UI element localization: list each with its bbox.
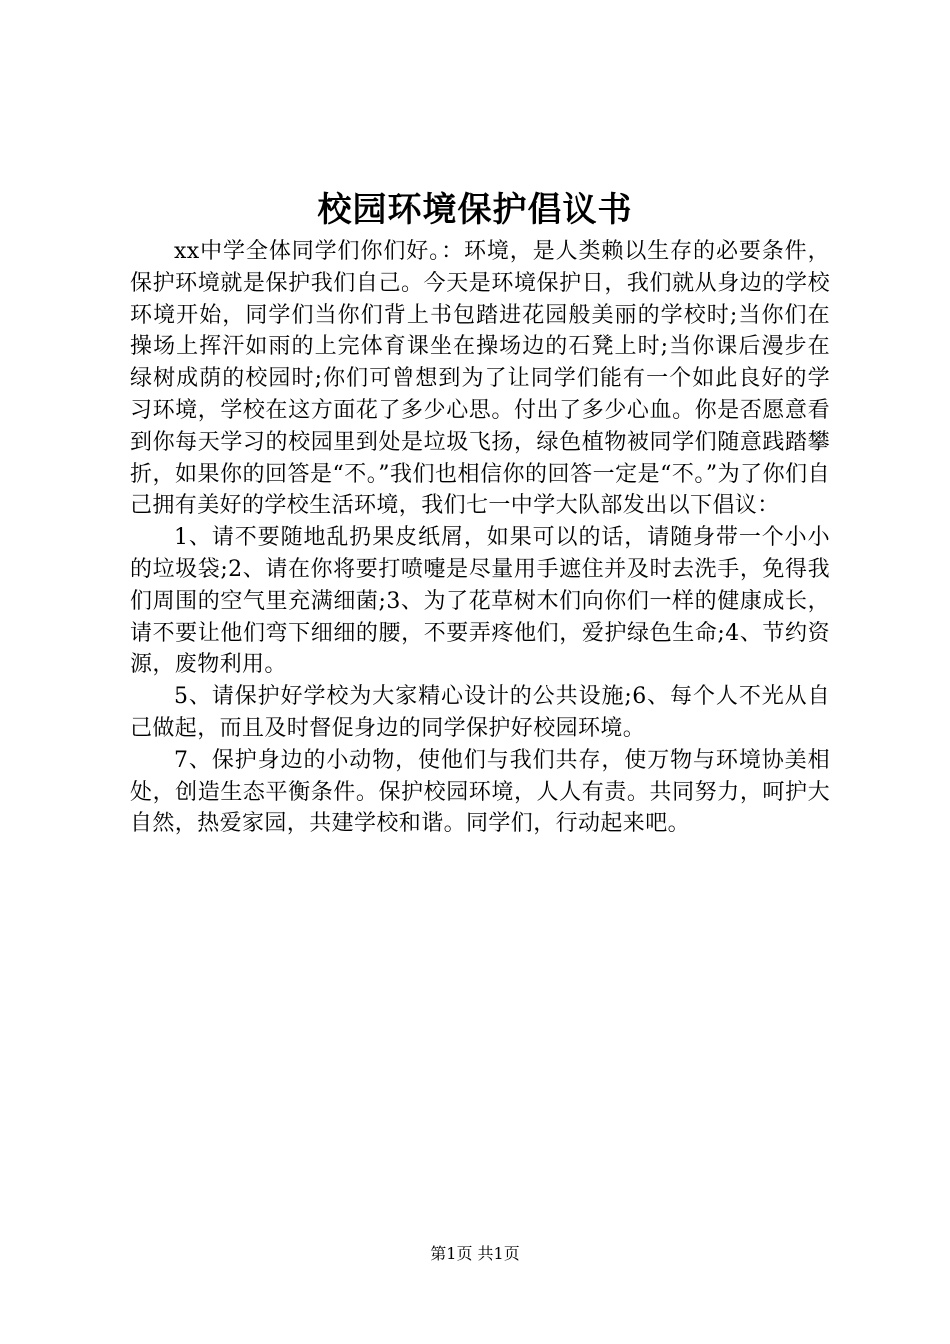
document-title: 校园环境保护倡议书 bbox=[317, 190, 633, 230]
page-number-footer: 第1页 共1页 bbox=[430, 1244, 520, 1263]
document-body bbox=[130, 236, 830, 840]
paragraph-proposal-1-4: 1、请不要随地乱扔果皮纸屑，如果可以的话，请随身带一个小小的垃圾袋;2、请在你将要打喷嚏是尽量用手遮住并及时去洗手，免得我们周围的空气里充满细菌;3、为了花草树木们向你们一样的健康成长，请不要让他们弯下细细的腰，不要弄疼他们，爱护绿色生命;4、节约资源，废物利用。 bbox=[130, 525, 830, 678]
paragraph-intro: xx中学全体同学们你们好。：环境，是人类赖以生存的必要条件，保护环境就是保护我们自己。今天是环境保护日，我们就从身边的学校环境开始，同学们当你们背上书包踏进花园般美丽的学校时;当你们在操场上挥汗如雨的上完体育课坐在操场边的石凳上时;当你课后漫步在绿树成荫的校园时;你们可曾想到为了让同学们能有一个如此良好的学习环境，学校在这方面花了多少心思。付出了多少心血。你是否愿意看到你每天学习的校园里到处是垃圾飞扬，绿色植物被同学们随意践踏攀折，如果你的回答是“不。”我们也相信你的回答一定是“不。”为了你们自己拥有美好的学校生活环境，我们七一中学大队部发出以下倡议： bbox=[130, 239, 830, 519]
paragraph-proposal-7: 7、保护身边的小动物，使他们与我们共存，使万物与环境协美相处，创造生态平衡条件。保护校园环境，人人有责。共同努力，呵护大自然，热爱家园，共建学校和谐。同学们，行动起来吧。 bbox=[130, 747, 830, 837]
paragraph-proposal-5-6: 5、请保护好学校为大家精心设计的公共设施;6、每个人不光从自己做起，而且及时督促身边的同学保护好校园环境。 bbox=[130, 684, 830, 741]
